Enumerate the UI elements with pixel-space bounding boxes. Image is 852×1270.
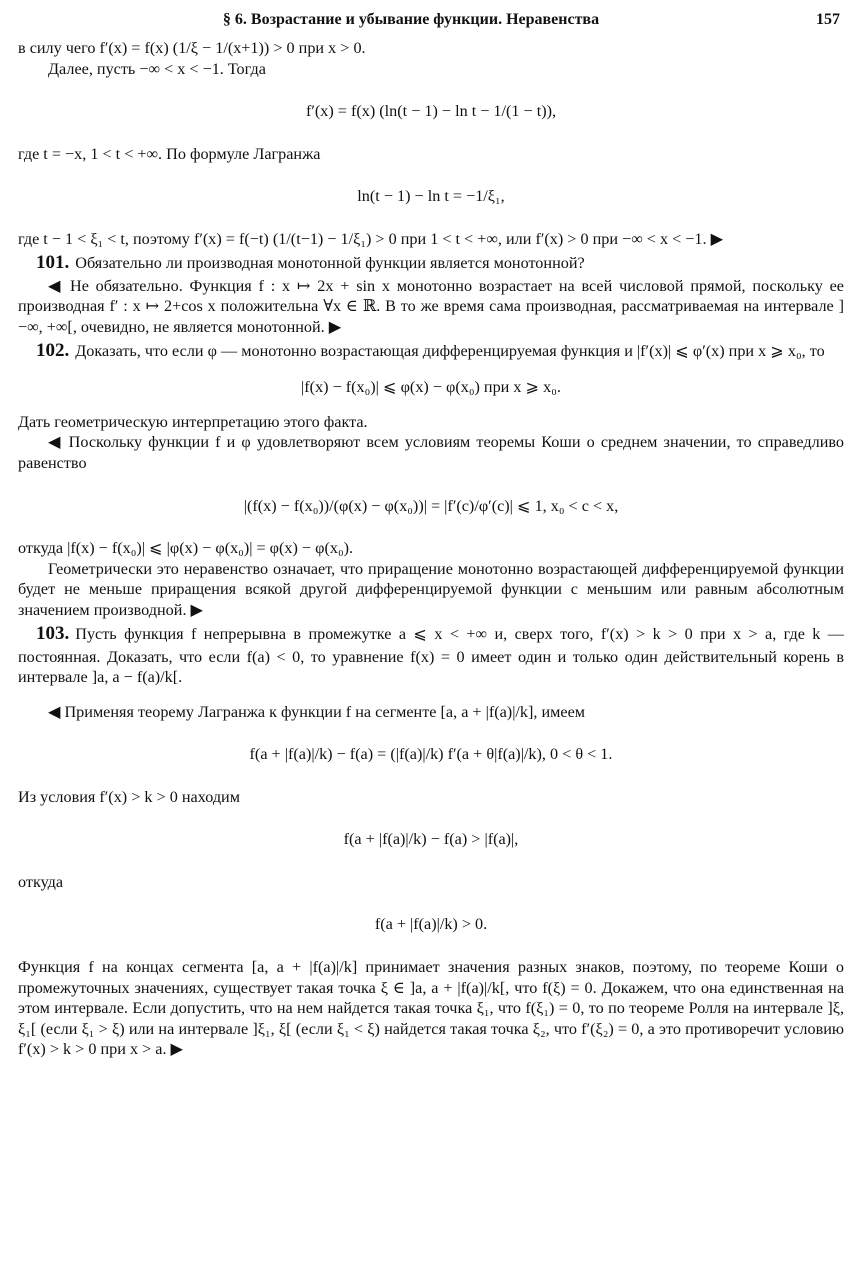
solution-text: ◀ Поскольку функции f и φ удовлетворяют всем условиям теоремы Коши о среднем значении, то справедливо равенство [18, 433, 844, 472]
formula: f(a + |f(a)|/k) − f(a) = (|f(a)|/k) f′(a + θ|f(a)|/k), 0 < θ < 1. [249, 745, 613, 764]
text-line: откуда [18, 872, 64, 891]
formula: f(a + |f(a)|/k) > 0. [374, 915, 488, 934]
text-line: откуда |f(x) − f(x₀)| ⩽ |φ(x) − φ(x₀)| = φ(x) − φ(x₀). [18, 539, 354, 558]
problem-statement: Пусть функция f непрерывна в промежутке a ⩽ x < +∞ и, сверх того, f′(x) > k > 0 при x > a, где k — постоянная. Доказать, что если f(a) < 0, то уравнение f(x) = 0 имеет один и только один действительный корень в интервале ]a, a − f(a)/k[. [18, 625, 844, 687]
problem-number: 102. [36, 340, 70, 362]
problem-number: 101. [36, 252, 70, 274]
problem-statement: Обязательно ли производная монотонной функции является монотонной? [75, 254, 585, 273]
solution-text: ◀ Не обязательно. Функция f : x ↦ 2x + sin x монотонно возрастает на всей числовой прямой, поскольку ее производная f′ : x ↦ 2+cos x положительна ∀x ∈ ℝ. В то же время сама производная, рассматриваемая на интервале ]−∞, +∞[, очевидно, не является монотонной. ▶ [18, 276, 844, 336]
formula: f′(x) = f(x) (ln(t − 1) − ln t − 1/(1 − t)), [305, 102, 557, 121]
formula: ln(t − 1) − ln t = −1/ξ₁, [357, 187, 505, 206]
formula: f(a + |f(a)|/k) − f(a) > |f(a)|, [343, 830, 519, 849]
problem-103 [18, 622, 844, 687]
problem-102 [18, 339, 844, 363]
running-header [18, 8, 844, 38]
solution-text: ◀ Применяя теорему Лагранжа к функции f на сегменте [a, a + |f(a)|/k], имеем [48, 702, 586, 721]
problem-101 [18, 251, 844, 275]
text-line: в силу чего f′(x) = f(x) (1/ξ − 1/(x+1)) > 0 при x > 0. [18, 39, 366, 57]
text-line: где t = −x, 1 < t < +∞. По формуле Лагранжа [18, 144, 321, 163]
problem-number: 103. [36, 623, 70, 645]
section-title: § 6. Возрастание и убывание функции. Неравенства [222, 11, 600, 28]
text-line: Дать геометрическую интерпретацию этого факта. [18, 412, 368, 431]
formula: |(f(x) − f(x₀))/(φ(x) − φ(x₀))| = |f′(c)/φ′(c)| ⩽ 1, x₀ < c < x, [243, 496, 619, 515]
formula: |f(x) − f(x₀)| ⩽ φ(x) − φ(x₀) при x ⩾ x₀. [301, 378, 561, 397]
solution-text: Функция f на концах сегмента [a, a + |f(a)|/k] принимает значения разных знаков, поэтому, по теореме Коши о промежуточных значениях, существует такая точка ξ ∈ ]a, a + |f(a)|/k[, что f(ξ) = 0. Докажем, что она единственная на этом интервале. Если допустить, что на нем найдется такая точка ξ₁, что f(ξ₁) = 0, то по теореме Ролля на интервале ]ξ, ξ₁[ (если ξ₁ > ξ) или на интервале ]ξ₁, ξ[ (если ξ₁ < ξ) найдется такая точка ξ₂, что f′(ξ₂) = 0, а это противоречит условию f′(x) > k > 0 при x > a. ▶ [18, 958, 844, 1059]
text-line: где t − 1 < ξ₁ < t, поэтому f′(x) = f(−t) (1/(t−1) − 1/ξ₁) > 0 при 1 < t < +∞, или f′(x) > 0 при −∞ < x < −1. ▶ [18, 229, 724, 248]
problem-statement: Доказать, что если φ — монотонно возрастающая дифференцируемая функция и |f′(x)| ⩽ φ′(x) при x ⩾ x₀, то [75, 342, 825, 361]
page-number: 157 [816, 11, 840, 28]
text-line: Из условия f′(x) > k > 0 находим [18, 787, 240, 806]
text-line: Далее, пусть −∞ < x < −1. Тогда [48, 59, 266, 78]
solution-text: Геометрически это неравенство означает, что приращение монотонно возрастающей дифференцируемой функции будет не меньше приращения всякой другой дифференцируемой функции с меньшим или равным абсолютным значением производной. ▶ [18, 559, 844, 619]
